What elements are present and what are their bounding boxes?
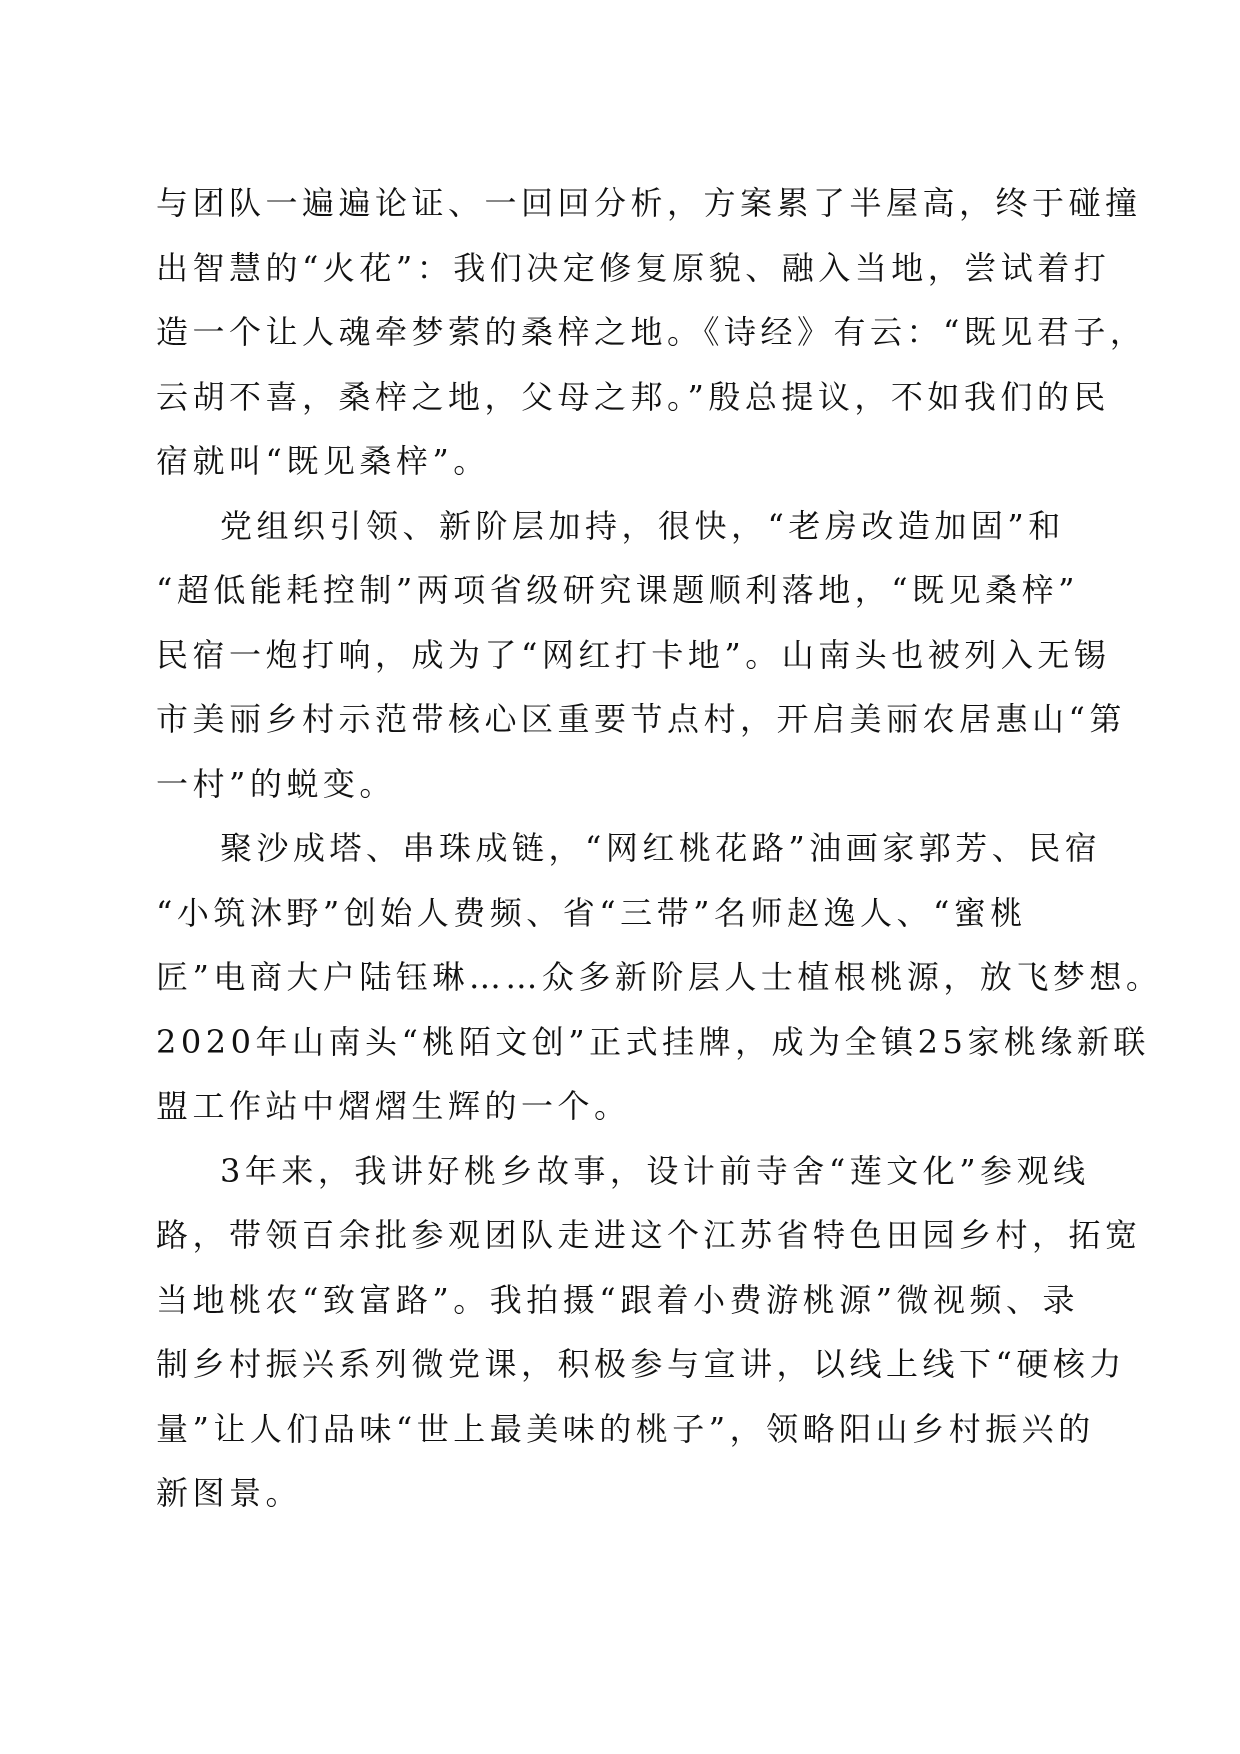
paragraph-4-line-2: 路，带领百余批参观团队走进这个江苏省特色田园乡村，拓宽 xyxy=(156,1216,1142,1254)
paragraph-4-line-4: 制乡村振兴系列微党课，积极参与宣讲，以线上线下“硬核力 xyxy=(156,1345,1126,1383)
paragraph-3-line-5: 盟工作站中熠熠生辉的一个。 xyxy=(156,1087,631,1125)
paragraph-3-line-4: 2020年山南头“桃陌文创”正式挂牌，成为全镇25家桃缘新联 xyxy=(156,1022,1150,1061)
paragraph-3-line-3: 匠”电商大户陆钰琳……众多新阶层人士植根桃源，放飞梦想。 xyxy=(156,958,1163,996)
paragraph-3-line-2: “小筑沐野”创始人费频、省“三带”名师赵逸人、“蜜桃 xyxy=(156,893,1027,932)
document-body xyxy=(156,183,1163,1538)
paragraph-2-line-3: 民宿一炮打响，成为了“网红打卡地”。山南头也被列入无锡 xyxy=(156,635,1111,674)
paragraph-2-line-4: 市美丽乡村示范带核心区重要节点村，开启美丽农居惠山“第 xyxy=(156,700,1126,738)
paragraph-4-line-1: 3年来，我讲好桃乡故事，设计前寺舍“莲文化”参观线 xyxy=(220,1151,1090,1190)
paragraph-1-line-5: 宿就叫“既见桑梓”。 xyxy=(156,442,490,480)
paragraph-1-line-3: 造一个让人魂牵梦萦的桑梓之地。《诗经》有云：“既见君子， xyxy=(156,313,1147,351)
paragraph-2-line-2: “超低能耗控制”两项省级研究课题顺利落地，“既见桑梓” xyxy=(156,571,1079,609)
paragraph-3-line-1: 聚沙成塔、串珠成链，“网红桃花路”油画家郭芳、民宿 xyxy=(220,829,1102,867)
paragraph-1-line-2: 出智慧的“火花”：我们决定修复原貌、融入当地，尝试着打 xyxy=(156,248,1111,287)
paragraph-4-line-5: 量”让人们品味“世上最美味的桃子”，领略阳山乡村振兴的 xyxy=(156,1409,1095,1448)
paragraph-2-line-1: 党组织引领、新阶层加持，很快，“老房改造加固”和 xyxy=(220,506,1065,545)
paragraph-1-line-4: 云胡不喜，桑梓之地，父母之邦。”殷总提议，不如我们的民 xyxy=(156,377,1110,416)
paragraph-4-line-6: 新图景。 xyxy=(156,1474,303,1512)
paragraph-1-line-1: 与团队一遍遍论证、一回回分析，方案累了半屋高，终于碰撞 xyxy=(156,184,1142,222)
paragraph-4-line-3: 当地桃农“致富路”。我拍摄“跟着小费游桃源”微视频、录 xyxy=(156,1280,1079,1319)
paragraph-2-line-5: 一村”的蜕变。 xyxy=(156,764,396,803)
